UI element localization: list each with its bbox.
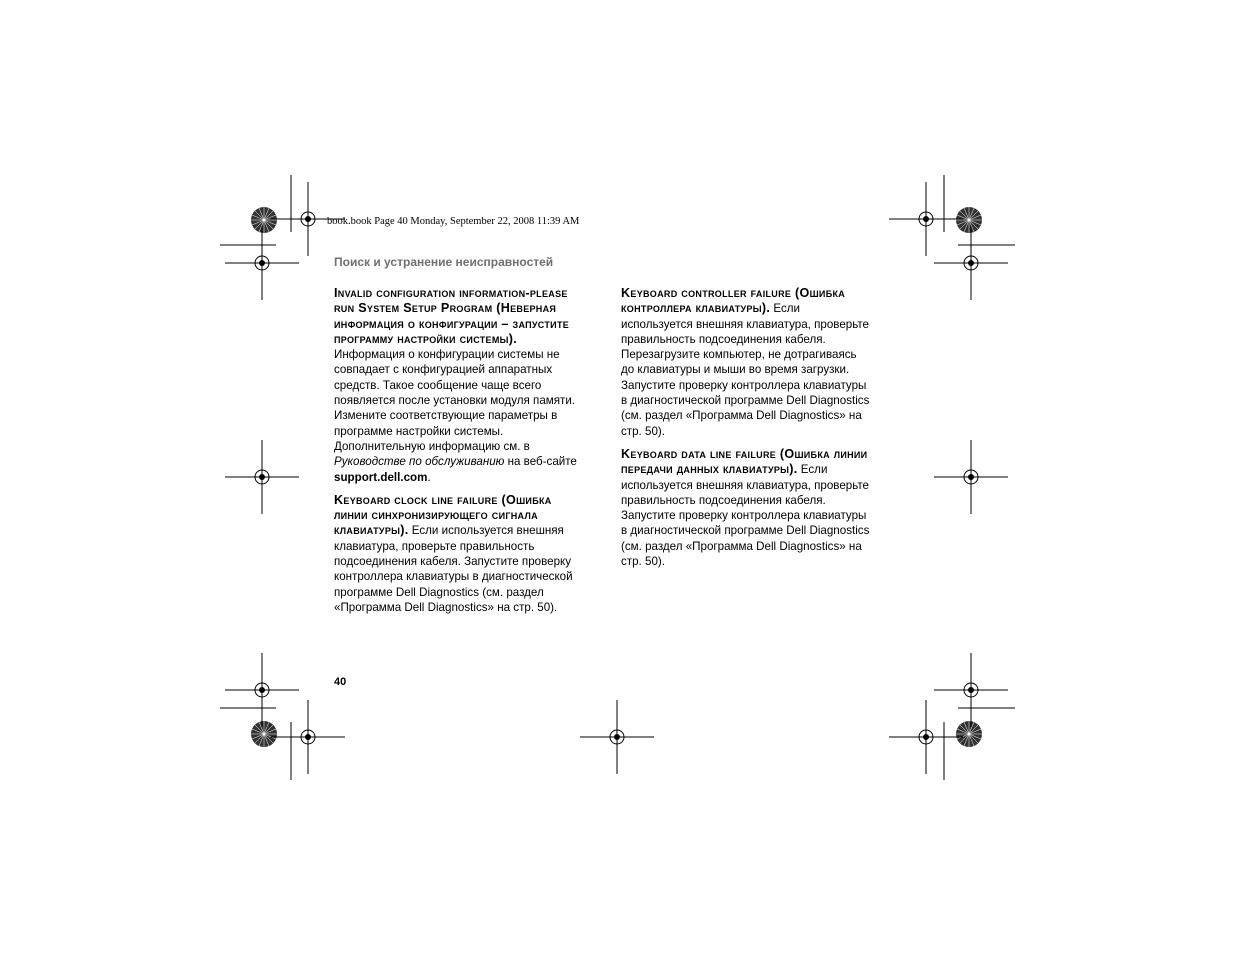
- entry-keyboard-data-line: [621, 447, 871, 569]
- running-header: book.book Page 40 Monday, September 22, 2008 11:39 AM: [327, 216, 580, 227]
- entry-invalid-configuration: [334, 286, 584, 485]
- guide-title: Руководстве по обслуживанию: [334, 455, 505, 469]
- entry-body-mid: на веб-сайте: [504, 455, 577, 469]
- entry-body-end: .: [427, 470, 431, 484]
- page-number: 40: [334, 676, 347, 688]
- entry-body: Если используется внешняя клавиатура, проверьте правильность подсоединения кабеля. Запустите проверку контроллера клавиатуры в диагностической программе Dell Diagnostics (см. раздел «Программа Dell Diagnostics» на стр. 50).: [621, 463, 870, 569]
- section-title: Поиск и устранение неисправностей: [334, 255, 554, 269]
- entry-title: Keyboard controller failure (Ошибка контроллера клавиатуры).: [621, 286, 846, 316]
- entry-title: Keyboard data line failure (Ошибка линии передачи данных клавиатуры).: [621, 446, 868, 477]
- entry-title: Invalid configuration information-please run System Setup Program (Неверная информация о конфигурации – запустите программу настройки системы).: [334, 286, 570, 346]
- entry-title: Keyboard clock line failure (Ошибка линии синхронизирующего сигнала клавиатуры).: [334, 492, 552, 538]
- right-column: [621, 286, 871, 577]
- entry-body: Информация о конфигурации системы не совпадает с конфигурацией аппаратных средств. Такое сообщение чаще всего появляется после установки модуля памяти. Измените соответствующие параметры в программе настройки системы. Дополнительную информацию см. в: [334, 348, 576, 453]
- entry-body: Если используется внешняя клавиатура, проверьте правильность подсоединения кабеля. Перезагрузите компьютер, не дотрагиваясь до клавиатуры и мыши во время загрузки. Запустите проверку контроллера клавиатуры в диагностической программе Dell Diagnostics (см. раздел «Программа Dell Diagnostics» на стр. 50).: [621, 302, 870, 438]
- entry-body: Если используется внешняя клавиатура, проверьте правильность подсоединения кабеля. Запустите проверку контроллера клавиатуры в диагностической программе Dell Diagnostics (см. раздел «Программа Dell Diagnostics» на стр. 50).: [334, 524, 573, 614]
- left-column: [334, 286, 584, 623]
- entry-keyboard-clock-line: [334, 493, 584, 615]
- support-site-link: support.dell.com: [334, 470, 428, 484]
- entry-keyboard-controller: [621, 286, 871, 439]
